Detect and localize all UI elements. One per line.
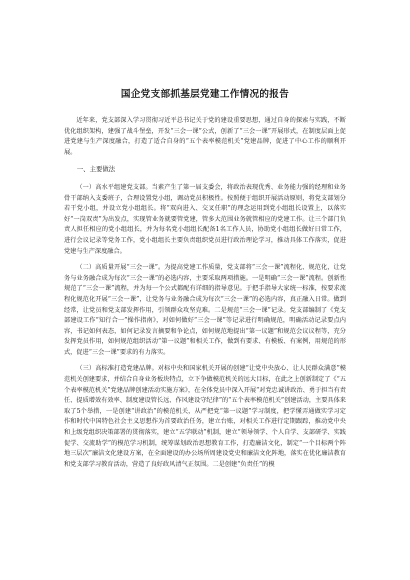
intro-paragraph: 近年来，党支部深入学习贯彻习近平总书记关于党的建设重要思想，通过自身的探索与实践，不断优化组织架构，建强了战斗堡垒，开发“三会一课”公式，创新了“三会一课”开展形式，在制度层面上促进党建与生产深度融合，打造了适合自身的“五个表率模范机关”党建品牌，促进了中心工作的顺利开展。: [64, 117, 346, 156]
paragraph-three-meetings: （二）高质量开展“三会一课”。为提高党建工作质量，党支部将“三会一课”流程化、规范化，让党务与业务融合成为每次“三会一课”的必选内容，主要采取两项措施。一是明确“三会一课”流程。创新性规范了“三会一课”流程，并为每一个公式都配有详细的指导意见。于把手指导大家统一标准，按要求流程化规范化开展“三会一课”，让党务与业务融合成为每次“三会一课”的必选内容，真正融入日常。做到经常，让党员和党支部发挥作用，引领群众攻坚克难。二是规范“三会一课”记录。党支部编制了《党支部建设工作“知行合一”操作指南》，对如何做好“三会一课”等记录进行明确规范，明确活动记录要点内容，书记如何表态，如何记录发言摘要和争论点，如何规范地提出“第一议题”和规范会议议程等，充分发挥党员作用，如何规范组织活动“第一议题”和相关工作，做到有要求、有模板、有案例，用规范的形式，促进“三会一课”要求的有力落实。: [64, 264, 346, 356]
paragraph-party-brand: （三）高标准打造党建品牌。对标中央和国家机关开展的创建“让党中央放心、让人民群众满意”模范机关创建要求，并结合自身业务板块特点，立下争做模范机关的远大目标，在此之上创新制定了《“五个表率模范机关”党建品牌创建活动实施方案》，在全体党员中深入开展“对党忠诚讲政治、勇于担当有责任、提质增效有效率、制度建设管长远、作风建设守纪律”的“五个表率模范机关”创建活动，主要具体来取了5个举措，一是创建“讲政治”的模范机关，从严把党“第一议题”学习制度，把学懂弄通做实学习定作和时代中国特色社会主义思想作为首要政治任务，建立台账，对相关工作进行定期跟踪，推动党中央和上级党组织决策部署的贯彻落实，建立“五学联动”机制，建立“领导领学、个人自学、支部研学、实践促学、交流助学”的模范学习机制，统筹谋划政治思想教育工作，打造廉洁文化，制定“一个目标两个阵地三层次”廉洁文化建设方案，在全面建设的办公场所周建设党史和廉洁文化阵地，落实在优化廉洁教育和党支部学习教育活动，营造了良好政风清气正氛围。二是创建“负责任”的模: [64, 365, 346, 468]
section-heading-main-practices: 一、主要做法: [76, 165, 116, 174]
document-title: 国企党支部抓基层党建工作情况的报告: [120, 89, 290, 100]
paragraph-branch-organization: （一）高水平组建党支部。当素产生了第一届支委会，将政治表现优秀、业务能力强的经理和业务骨干部纳入支委班子，合理设置党小组，调动党员积极性。按照便于组织开展活动原则，将党支部划分若干党小组，并设立党小组组长。将“双向进入、交叉任职”的理念运用到党小组组长设置上，以落实好“一岗双责”为出发点，实现管业务就要管党建，管多大范围业务就管相应的党建工作。让三个部门负责人担任相应的党小组组长，并为每名党小组组长配备1名工作人员，协助党小组组长做好日常工作，进行会议记录等党务工作，党小组组长主要负责组织党员进行政治理论学习，推动具体工作落实，促进党建与生产深度融合。: [64, 183, 346, 255]
